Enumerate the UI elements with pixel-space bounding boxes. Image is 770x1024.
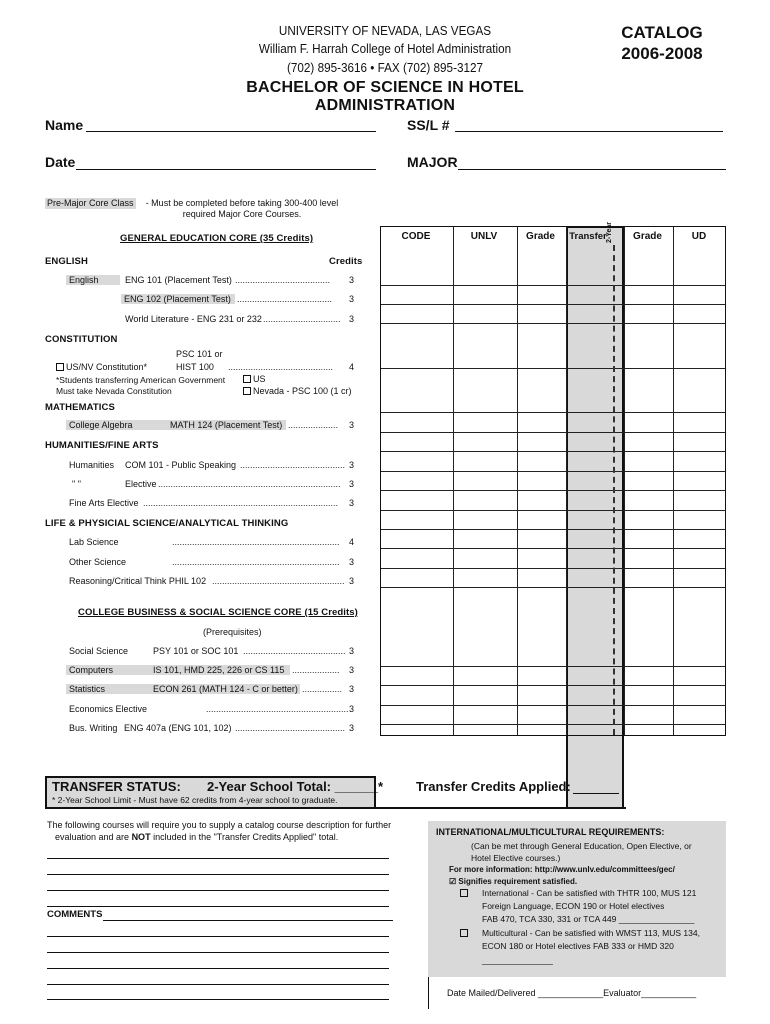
credits-applied-field[interactable] [573, 780, 619, 794]
comments-line[interactable] [103, 920, 393, 921]
eng102-credits: 3 [349, 294, 355, 304]
transfer-credits-applied: Transfer Credits Applied: [416, 779, 571, 794]
intl-item1c: FAB 470, TCA 330, 331 or TCA 449 ________________ [482, 914, 695, 924]
const-option-us[interactable]: US [243, 374, 266, 384]
science-heading: LIFE & PHYSICIAL SCIENCE/ANALYTICAL THINKING [45, 518, 289, 529]
transfer-status-label: TRANSFER STATUS: [52, 779, 181, 794]
ssl-label: SS/L # [407, 117, 450, 133]
const-note-2: Must take Nevada Constitution [56, 386, 172, 396]
comments-line[interactable] [47, 999, 389, 1000]
hum3-credits: 3 [349, 498, 355, 508]
intl-signifies: ☑ Signifies requirement satisfied. [449, 877, 578, 886]
hum2-course: Elective [125, 479, 157, 489]
grid-rule [381, 285, 725, 286]
date-label: Date [45, 154, 76, 170]
b1-course: PSY 101 or SOC 101 [153, 646, 239, 656]
intl-info-link[interactable]: http://www.unlv.edu/committees/gec/ [534, 865, 675, 874]
dot-leader: ............................... [263, 314, 341, 324]
hum1-course: COM 101 - Public Speaking [125, 460, 237, 470]
b3-course: ECON 261 (MATH 124 - C or better) [153, 684, 298, 694]
dot-leader: ................................................................... [172, 537, 340, 547]
dot-leader: .................... [288, 420, 339, 430]
course-desc-line1: The following courses will require you to supply a catalog course description for further [47, 820, 392, 830]
desc-line[interactable] [47, 858, 389, 859]
const-note-1: *Students transferring American Government [56, 375, 226, 385]
b1-tag: Social Science [69, 646, 129, 656]
col-transfer: Transfer [569, 231, 607, 242]
intl-info: For more information: http://www.unlv.edu/committees/gec/ [449, 865, 675, 874]
grid-rule [381, 666, 725, 667]
intl-sub2: Hotel Elective courses.) [471, 853, 561, 863]
world-lit-course: World Literature - ENG 231 or 232 [125, 314, 262, 324]
intl-item2a: Multicultural - Can be satisfied with WMST 113, MUS 134, [482, 928, 700, 938]
grid-rule [381, 587, 725, 588]
b3-row [66, 684, 300, 694]
grid-rule [381, 685, 725, 686]
dot-leader: ............................................ [235, 723, 346, 733]
col-ud: UD [691, 231, 707, 242]
math-course: MATH 124 (Placement Test) [170, 420, 283, 430]
footer-divider [428, 977, 429, 1009]
b5-course: ENG 407a (ENG 101, 102) [124, 723, 232, 733]
sci1-credits: 4 [349, 537, 355, 547]
dot-leader: ...................................... [237, 294, 333, 304]
b5-tag: Bus. Writing [69, 723, 118, 733]
degree-title: BACHELOR OF SCIENCE IN HOTEL ADMINISTRATION [246, 79, 524, 114]
grid-rule [381, 432, 725, 433]
dot-leader: .............................................................................. [143, 498, 339, 508]
grid-rule [381, 568, 725, 569]
course-grid [380, 226, 726, 736]
desc-line[interactable] [47, 874, 389, 875]
grid-rule [381, 304, 725, 305]
business-title: COLLEGE BUSINESS & SOCIAL SCIENCE CORE (15 Credits) [78, 607, 358, 618]
name-field[interactable] [86, 118, 376, 132]
const-credits: 4 [349, 362, 355, 372]
transfer-status-rule [376, 807, 626, 809]
math-credits: 3 [349, 420, 355, 430]
grid-rule [381, 490, 725, 491]
col-grade-2: Grade [633, 231, 662, 242]
sci2-course: Other Science [69, 557, 127, 567]
hum3-course: Fine Arts Elective [69, 498, 139, 508]
math-row [66, 420, 286, 430]
date-mailed-evaluator[interactable]: Date Mailed/Delivered _____________Evaluator___________ [447, 988, 697, 998]
dot-leader: ......................................................... [206, 704, 349, 714]
course-desc-line2: evaluation and are NOT included in the "Transfer Credits Applied" total. [55, 832, 339, 842]
name-label: Name [45, 117, 84, 133]
dot-leader: ......................................................................... [158, 479, 341, 489]
hum2-credits: 3 [349, 479, 355, 489]
grid-rule [381, 724, 725, 725]
prerequisites-label: (Prerequisites) [203, 627, 262, 637]
desc-line[interactable] [47, 906, 389, 907]
intl-item2-checkbox[interactable] [460, 928, 470, 938]
date-field[interactable] [76, 156, 376, 170]
checked-box-icon: ☑ [449, 877, 457, 886]
grid-rule [381, 451, 725, 452]
col-two-year: 2-Year [606, 221, 613, 243]
intl-title: INTERNATIONAL/MULTICULTURAL REQUIREMENTS: [436, 827, 665, 837]
b3-tag: Statistics [69, 684, 106, 694]
grid-rule [381, 323, 725, 324]
dot-leader: ..................................................... [212, 576, 345, 586]
humanities-heading: HUMANITIES/FINE ARTS [45, 440, 159, 451]
checkbox-icon [460, 929, 468, 937]
dot-leader: .......................................... [240, 460, 346, 470]
ssl-field[interactable] [455, 118, 723, 132]
b1-credits: 3 [349, 646, 355, 656]
math-heading: MATHEMATICS [45, 402, 115, 413]
comments-label: COMMENTS [47, 909, 103, 920]
intl-item1a: International - Can be satisfied with THTR 100, MUS 121 [482, 888, 697, 898]
dot-leader: .......................................... [228, 362, 334, 372]
checkbox-icon [56, 363, 64, 371]
dot-leader: ................... [292, 665, 340, 675]
grid-rule [381, 510, 725, 511]
comments-line[interactable] [47, 984, 389, 985]
b5-credits: 3 [349, 723, 355, 733]
const-course-b: HIST 100 [176, 362, 214, 372]
catalog-years: 2006-2008 [621, 44, 703, 63]
dot-leader: ......................................... [243, 646, 346, 656]
gen-ed-title: GENERAL EDUCATION CORE (35 Credits) [120, 233, 314, 244]
hum2-tag: " " [72, 479, 81, 489]
checkbox-icon [460, 889, 468, 897]
two-year-divider [613, 245, 615, 735]
grid-rule [381, 705, 725, 706]
sci3-credits: 3 [349, 576, 355, 586]
world-lit-credits: 3 [349, 314, 355, 324]
col-grade: Grade [526, 231, 555, 242]
major-field[interactable] [458, 156, 726, 170]
b3-credits: 3 [349, 684, 355, 694]
credits-heading: Credits [329, 256, 363, 267]
sci1-course: Lab Science [69, 537, 119, 547]
hum1-tag: Humanities [69, 460, 115, 470]
math-tag: College Algebra [69, 420, 133, 430]
comments-line[interactable] [47, 968, 389, 969]
b4-course: Economics Elective [69, 704, 148, 714]
checkbox-icon [243, 375, 251, 383]
comments-line[interactable] [47, 936, 389, 937]
grid-rule [381, 548, 725, 549]
eng101-credits: 3 [349, 275, 355, 285]
b2-credits: 3 [349, 665, 355, 675]
b4-credits: 3 [349, 704, 355, 714]
col-code: CODE [401, 231, 431, 242]
b2-tag: Computers [69, 665, 114, 675]
sci2-credits: 3 [349, 557, 355, 567]
grid-rule [381, 529, 725, 530]
phone-fax: (702) 895-3616 • FAX (702) 895-3127 [287, 60, 483, 75]
intl-sub1: (Can be met through General Education, Open Elective, or [471, 841, 692, 851]
english-tag: English [66, 275, 120, 285]
comments-line[interactable] [47, 952, 389, 953]
col-unlv: UNLV [470, 231, 498, 242]
catalog-label: CATALOG [621, 23, 703, 42]
const-option-usnv[interactable]: US/NV Constitution* [56, 362, 147, 372]
intl-item2c: _______________ [482, 955, 553, 965]
hum1-credits: 3 [349, 460, 355, 470]
eng101-course: ENG 101 (Placement Test) [125, 275, 232, 285]
const-course-a: PSC 101 or [176, 349, 223, 359]
grid-rule [381, 471, 725, 472]
grid-rule [381, 412, 725, 413]
intl-item1-checkbox[interactable] [460, 888, 470, 898]
english-heading: ENGLISH [45, 256, 88, 267]
checkbox-icon [243, 387, 251, 395]
transfer-note: * 2-Year School Limit - Must have 62 credits from 4-year school to graduate. [52, 795, 338, 805]
university-name: UNIVERSITY OF NEVADA, LAS VEGAS [278, 23, 492, 38]
dot-leader: ................ [302, 684, 343, 694]
dot-leader: ...................................... [235, 275, 331, 285]
school-total-field[interactable]: 2-Year School Total: ______* [207, 779, 384, 794]
constitution-heading: CONSTITUTION [45, 334, 118, 345]
b2-course: IS 101, HMD 225, 226 or CS 115 [153, 665, 285, 675]
intl-item2b: ECON 180 or Hotel electives FAB 333 or HMD 320 [482, 941, 674, 951]
eng102-course: ENG 102 (Placement Test) [121, 294, 235, 304]
major-label: MAJOR [407, 154, 458, 170]
const-option-nv[interactable]: Nevada - PSC 100 (1 cr) [243, 386, 352, 396]
intl-item1b: Foreign Language, ECON 190 or Hotel electives [482, 901, 665, 911]
premajor-tag: Pre-Major Core Class [47, 198, 134, 208]
sci3-course: Reasoning/Critical Think PHIL 102 [69, 576, 207, 586]
premajor-note: - Must be completed before taking 300-400 level required Major Core Courses. [145, 198, 339, 219]
dot-leader: ................................................................... [172, 557, 340, 567]
desc-line[interactable] [47, 890, 389, 891]
b2-row [66, 665, 290, 675]
grid-rule [381, 368, 725, 369]
college-name: William F. Harrah College of Hotel Administration [258, 41, 512, 56]
